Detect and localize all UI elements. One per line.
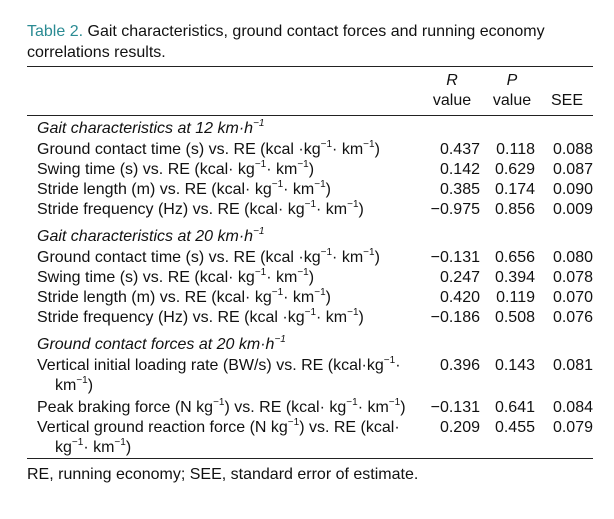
r-value-cell: 0.209 <box>439 419 480 436</box>
row-label: Stride frequency (Hz) vs. RE (kcal $\cdot kg^{-1}\cdot km^{-1}$) <box>37 306 364 326</box>
section-heading: Gait characteristics at 12 $km\cdot h^{-1}$ <box>37 117 265 137</box>
see-cell: 0.076 <box>552 309 593 326</box>
p-value-cell: 0.629 <box>494 161 535 178</box>
p-value-cell: 0.641 <box>494 399 535 416</box>
p-value-cell: 0.856 <box>494 201 535 218</box>
table-title: Gait characteristics, ground contact forces and running economy correlations results. <box>27 23 545 61</box>
p-value-cell: 0.119 <box>496 289 535 306</box>
see-cell: 0.088 <box>552 141 593 158</box>
r-value-cell: −0.131 <box>430 399 480 416</box>
p-value-cell: 0.455 <box>494 419 535 436</box>
r-value-cell: 0.437 <box>439 141 480 158</box>
r-value-cell: 0.396 <box>439 357 480 374</box>
r-value-cell: 0.142 <box>439 161 480 178</box>
p-value-cell: 0.656 <box>494 249 535 266</box>
see-header: SEE <box>550 92 583 109</box>
row-label: Stride frequency (Hz) vs. RE (kcal· $kg^{-1}\cdot km^{-1}$) <box>37 198 364 218</box>
see-cell: 0.087 <box>552 161 593 178</box>
see-cell: 0.081 <box>552 357 593 374</box>
row-label: Peak braking force (N $kg^{-1}$) vs. RE (kcal· $kg^{-1}\cdot km^{-1}$) <box>37 396 406 416</box>
r-value-cell: 0.247 <box>439 269 480 286</box>
row-label: Vertical initial loading rate (BW/s) vs. RE ($kcal\cdot kg^{-1}\cdot$ $km^{-1}$) <box>37 354 401 394</box>
top-rule <box>27 66 593 67</box>
r-value-cell: −0.975 <box>430 201 480 218</box>
r-value-cell: 0.420 <box>439 289 480 306</box>
p-value-cell: 0.508 <box>494 309 535 326</box>
row-label: Swing time (s) vs. RE (kcal· $kg^{-1}\cdot km^{-1}$) <box>37 266 315 286</box>
section-heading: Gait characteristics at 20 $km\cdot h^{-1}$ <box>37 225 265 245</box>
p-value-cell: 0.143 <box>494 357 535 374</box>
bottom-rule <box>27 458 593 459</box>
see-cell: 0.090 <box>552 181 593 198</box>
row-label: Stride length (m) vs. RE (kcal· $kg^{-1}\cdot km^{-1}$) <box>37 286 331 306</box>
p-value-header: P value <box>492 72 532 109</box>
r-value-cell: −0.186 <box>430 309 480 326</box>
see-cell: 0.079 <box>552 419 593 436</box>
row-label: Ground contact time (s) vs. RE (kcal $\cdot kg^{-1}\cdot km^{-1}$) <box>37 138 380 158</box>
row-label: Swing time (s) vs. RE (kcal· $kg^{-1}\cdot km^{-1}$) <box>37 158 315 178</box>
table-caption <box>27 21 602 63</box>
r-value-header: R value <box>432 72 472 109</box>
r-value-cell: −0.131 <box>430 249 480 266</box>
row-label: Ground contact time (s) vs. RE (kcal $\cdot kg^{-1}\cdot km^{-1}$) <box>37 246 380 266</box>
see-cell: 0.070 <box>552 289 593 306</box>
p-value-cell: 0.174 <box>494 181 535 198</box>
see-cell: 0.009 <box>552 201 593 218</box>
table-footnote: RE, running economy; SEE, standard error of estimate. <box>27 466 419 483</box>
header-rule <box>27 115 593 116</box>
section-heading: Ground contact forces at 20 $km\cdot h^{-1}$ <box>37 333 286 353</box>
p-value-cell: 0.118 <box>496 141 535 158</box>
row-label: Stride length (m) vs. RE (kcal· $kg^{-1}\cdot km^{-1}$) <box>37 178 331 198</box>
table-label: Table 2. <box>27 23 84 40</box>
row-label: Vertical ground reaction force (N $kg^{-1}$) vs. RE (kcal· $kg^{-1}\cdot km^{-1}$) <box>37 416 400 456</box>
see-cell: 0.084 <box>552 399 593 416</box>
r-value-cell: 0.385 <box>439 181 480 198</box>
see-cell: 0.078 <box>552 269 593 286</box>
p-value-cell: 0.394 <box>494 269 535 286</box>
see-cell: 0.080 <box>552 249 593 266</box>
